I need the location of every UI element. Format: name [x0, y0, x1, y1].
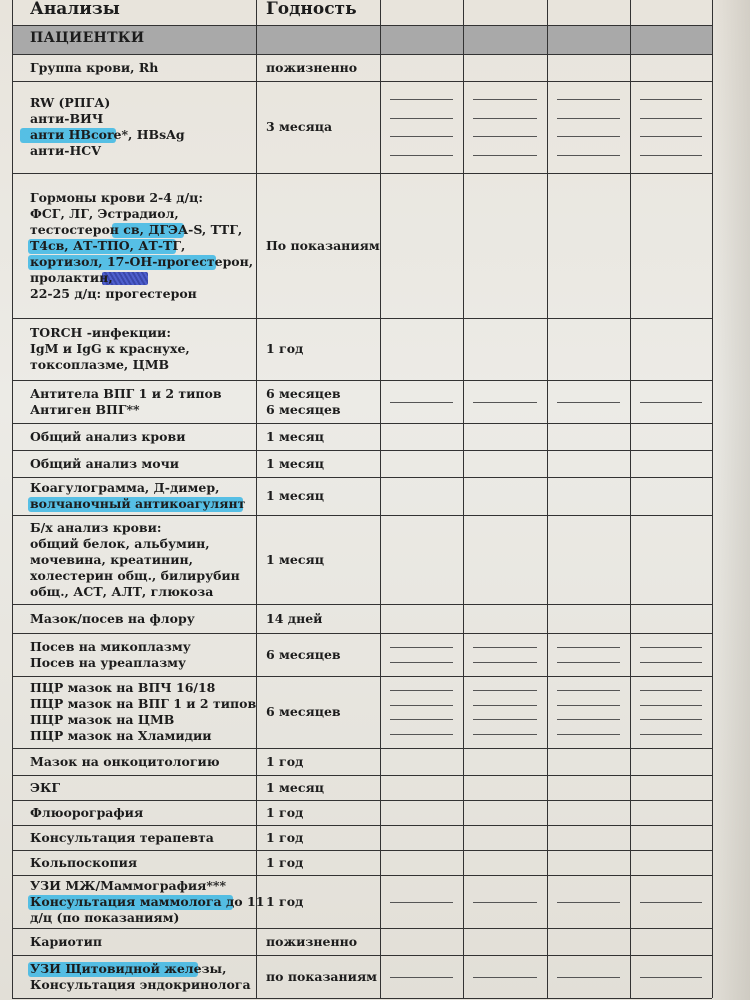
row-divider: [12, 81, 712, 82]
row-divider: [12, 998, 712, 999]
column-divider: [712, 0, 713, 998]
date-entry-line[interactable]: [640, 402, 702, 403]
date-entry-line[interactable]: [557, 155, 620, 156]
section-title: ПАЦИЕНТКИ: [30, 30, 145, 46]
date-entry-line[interactable]: [640, 155, 702, 156]
date-entry-line[interactable]: [390, 647, 453, 648]
validity-value: 1 год: [266, 753, 304, 769]
row-divider: [12, 800, 712, 801]
date-entry-line[interactable]: [557, 719, 620, 720]
test-name-line: Антитела ВПГ 1 и 2 типов: [30, 385, 222, 401]
row-divider: [12, 825, 712, 826]
test-name-line: Посев на микоплазму: [30, 638, 191, 654]
date-entry-line[interactable]: [557, 690, 620, 691]
row-divider: [12, 423, 712, 424]
date-entry-line[interactable]: [390, 902, 453, 903]
date-entry-line[interactable]: [640, 690, 702, 691]
date-entry-line[interactable]: [557, 705, 620, 706]
validity-value: 6 месяцев: [266, 401, 341, 417]
test-name-line: ЭКГ: [30, 779, 60, 795]
column-divider: [380, 0, 381, 998]
validity-value: 14 дней: [266, 610, 323, 626]
date-entry-line[interactable]: [390, 719, 453, 720]
test-name-line: Мазок/посев на флору: [30, 610, 195, 626]
date-entry-line[interactable]: [640, 136, 702, 137]
validity-value: 1 месяц: [266, 488, 324, 503]
date-entry-line[interactable]: [557, 647, 620, 648]
date-entry-line[interactable]: [557, 99, 620, 100]
date-entry-line[interactable]: [473, 647, 537, 648]
date-entry-line[interactable]: [390, 977, 453, 978]
date-entry-line[interactable]: [390, 118, 453, 119]
test-name-line: анти-HCV: [30, 143, 101, 158]
date-entry-line[interactable]: [390, 734, 453, 735]
test-name-line: ПЦР мазок на Хламидии: [30, 728, 212, 743]
column-divider: [12, 0, 13, 998]
validity-value: 1 год: [266, 829, 304, 845]
date-entry-line[interactable]: [473, 734, 537, 735]
test-name-line: Консультация эндокринолога: [30, 976, 251, 992]
row-divider: [12, 604, 712, 605]
test-name-line: д/ц (по показаниям): [30, 909, 180, 925]
test-name-line: тестостерон св, ДГЭА-S, ТТГ,: [30, 221, 243, 237]
test-name-line: УЗИ МЖ/Маммография***: [30, 877, 227, 893]
row-divider: [12, 955, 712, 956]
column-divider: [547, 0, 548, 998]
test-name-line: Флюорография: [30, 804, 144, 820]
row-divider: [12, 25, 712, 26]
test-name-line: ПЦР мазок на ЦМВ: [30, 712, 175, 727]
test-name-line: Мазок на онкоцитологию: [30, 753, 220, 769]
row-divider: [12, 633, 712, 634]
date-entry-line[interactable]: [390, 136, 453, 137]
test-name-line: ФСГ, ЛГ, Эстрадиол,: [30, 205, 179, 221]
row-divider: [12, 875, 712, 876]
validity-value: 1 месяц: [266, 779, 324, 795]
validity-value: 1 год: [266, 341, 304, 356]
date-entry-line[interactable]: [473, 136, 537, 137]
row-divider: [12, 54, 712, 55]
test-name-line: Антиген ВПГ**: [30, 401, 140, 417]
column-divider: [463, 0, 464, 998]
date-entry-line[interactable]: [557, 136, 620, 137]
date-entry-line[interactable]: [473, 705, 537, 706]
test-name-line: IgM и IgG к краснухе,: [30, 341, 190, 356]
date-entry-line[interactable]: [390, 155, 453, 156]
test-name-line: анти HBcore*, HBsAg: [30, 127, 185, 142]
test-name-line: Общий анализ мочи: [30, 455, 180, 471]
validity-value: По показаниям: [266, 237, 380, 253]
date-entry-line[interactable]: [473, 118, 537, 119]
test-name-line: пролактин,: [30, 269, 113, 285]
row-divider: [12, 318, 712, 319]
date-entry-line[interactable]: [557, 402, 620, 403]
row-divider: [12, 775, 712, 776]
test-name-line: токсоплазме, ЦМВ: [30, 357, 170, 372]
validity-value: 1 месяц: [266, 428, 324, 444]
test-name-line: Кариотип: [30, 933, 102, 949]
column-divider: [256, 0, 257, 998]
date-entry-line[interactable]: [473, 99, 537, 100]
date-entry-line[interactable]: [557, 734, 620, 735]
date-entry-line[interactable]: [640, 734, 702, 735]
date-entry-line[interactable]: [390, 99, 453, 100]
date-entry-line[interactable]: [640, 705, 702, 706]
validity-value: 6 месяцев: [266, 704, 341, 719]
row-divider: [12, 450, 712, 451]
test-name-line: анти-ВИЧ: [30, 111, 104, 126]
row-divider: [12, 477, 712, 478]
validity-value: пожизненно: [266, 933, 358, 949]
date-entry-line[interactable]: [557, 662, 620, 663]
test-name-line: Б/х анализ крови:: [30, 519, 162, 535]
row-divider: [12, 173, 712, 174]
column-header-validity: Годность: [266, 0, 357, 19]
date-entry-line[interactable]: [640, 99, 702, 100]
test-name-line: кортизол, 17-ОН-прогестерон,: [30, 253, 254, 269]
test-name-line: УЗИ Щитовидной железы,: [30, 960, 227, 976]
paper-edge-shadow: [710, 0, 750, 1000]
test-name-line: Консультация терапевта: [30, 829, 214, 845]
validity-value: 3 месяца: [266, 119, 333, 134]
date-entry-line[interactable]: [557, 118, 620, 119]
date-entry-line[interactable]: [473, 662, 537, 663]
date-entry-line[interactable]: [473, 902, 537, 903]
test-name-line: волчаночный антикоагулянт: [30, 496, 246, 511]
test-name-line: Гормоны крови 2-4 д/ц:: [30, 189, 204, 205]
test-name-line: общий белок, альбумин,: [30, 535, 210, 551]
validity-value: 6 месяцев: [266, 646, 341, 662]
test-name-line: Кольпоскопия: [30, 854, 138, 870]
date-entry-line[interactable]: [473, 977, 537, 978]
validity-value: 6 месяцев: [266, 385, 341, 401]
date-entry-line[interactable]: [640, 647, 702, 648]
date-entry-line[interactable]: [640, 662, 702, 663]
validity-value: 1 год: [266, 804, 304, 820]
test-name-line: Консультация маммолога до 11: [30, 893, 265, 909]
validity-value: 1 месяц: [266, 455, 324, 471]
test-name-line: Общий анализ крови: [30, 428, 186, 444]
test-name-line: TORCH -инфекции:: [30, 325, 171, 340]
date-entry-line[interactable]: [473, 690, 537, 691]
date-entry-line[interactable]: [390, 690, 453, 691]
test-name-line: 22-25 д/ц: прогестерон: [30, 285, 197, 301]
test-name-line: Посев на уреаплазму: [30, 654, 187, 670]
test-name-line: ПЦР мазок на ВПГ 1 и 2 типов: [30, 696, 257, 711]
row-divider: [12, 380, 712, 381]
test-name-line: ПЦР мазок на ВПЧ 16/18: [30, 680, 216, 695]
date-entry-line[interactable]: [390, 705, 453, 706]
validity-value: по показаниям: [266, 968, 378, 984]
column-divider: [630, 0, 631, 998]
date-entry-line[interactable]: [473, 719, 537, 720]
validity-value: 1 год: [266, 854, 304, 870]
date-entry-line[interactable]: [640, 977, 702, 978]
column-header-tests: Анализы: [30, 0, 120, 19]
row-divider: [12, 676, 712, 677]
date-entry-line[interactable]: [640, 719, 702, 720]
test-name-line: Группа крови, Rh: [30, 59, 159, 75]
test-name-line: холестерин общ., билирубин: [30, 567, 240, 583]
date-entry-line[interactable]: [557, 977, 620, 978]
date-entry-line[interactable]: [390, 662, 453, 663]
validity-value: 1 месяц: [266, 551, 324, 567]
test-name-line: общ., АСТ, АЛТ, глюкоза: [30, 583, 214, 599]
row-divider: [12, 748, 712, 749]
test-name-line: Коагулограмма, Д-димер,: [30, 480, 220, 495]
row-divider: [12, 515, 712, 516]
date-entry-line[interactable]: [557, 902, 620, 903]
test-name-line: RW (РПГА): [30, 95, 111, 110]
test-name-line: мочевина, креатинин,: [30, 551, 193, 567]
test-name-line: Т4св, АТ-ТПО, АТ-ТГ,: [30, 237, 186, 253]
date-entry-line[interactable]: [390, 402, 453, 403]
row-divider: [12, 928, 712, 929]
validity-value: пожизненно: [266, 59, 358, 75]
date-entry-line[interactable]: [473, 402, 537, 403]
validity-value: 1 год: [266, 893, 304, 909]
row-divider: [12, 850, 712, 851]
date-entry-line[interactable]: [473, 155, 537, 156]
date-entry-line[interactable]: [640, 902, 702, 903]
date-entry-line[interactable]: [640, 118, 702, 119]
